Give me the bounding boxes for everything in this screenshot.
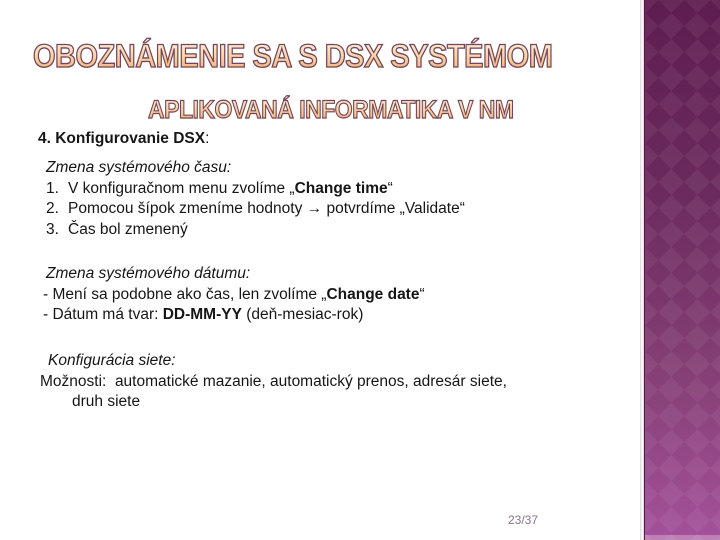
- slide-subtitle: APLIKOVANÁ INFORMATIKA V NM: [148, 95, 514, 124]
- list-item: [46, 179, 465, 200]
- section-subheading: Konfigurácia siete:: [48, 352, 176, 369]
- text-line: [40, 372, 507, 393]
- list-item: [46, 199, 465, 220]
- list-number: 2.: [46, 200, 59, 218]
- line-text: - Dátum má tvar:: [43, 306, 163, 324]
- list-item: [46, 220, 465, 241]
- list-number: 1.: [46, 179, 59, 197]
- text-line: [43, 305, 425, 326]
- section-system-time: [46, 158, 465, 240]
- line-text: (deň-mesiac-rok): [241, 306, 364, 324]
- line-text-bold: Change date: [326, 285, 420, 303]
- line-text-bold: DD-MM-YY: [162, 306, 242, 324]
- heading-suffix: :: [205, 130, 210, 147]
- list-text: “: [387, 179, 393, 197]
- page-number: 23/37: [508, 513, 539, 527]
- list-text: Pomocou šípok zmeníme hodnoty → potvrdíme „Validate“: [68, 200, 465, 218]
- section-system-date: [43, 264, 425, 326]
- section-subheading: Zmena systémového času:: [46, 159, 232, 176]
- line-text: druh siete: [72, 393, 141, 411]
- text-line: [40, 392, 507, 413]
- section-subheading: Zmena systémového dátumu:: [46, 265, 251, 282]
- line-text: - Mení sa podobne ako čas, len zvolíme „: [43, 285, 327, 303]
- list-text-bold: Change time: [294, 179, 388, 197]
- list-text: Čas bol zmenený: [68, 220, 188, 238]
- section-heading-konfigurovanie: [38, 129, 209, 150]
- decorative-sidebar: [644, 0, 720, 540]
- line-text: Možnosti: automatické mazanie, automatický prenos, adresár siete,: [40, 372, 507, 390]
- list-number: 3.: [46, 220, 59, 238]
- text-line: [43, 285, 425, 306]
- heading-bold-text: 4. Konfigurovanie DSX: [38, 130, 206, 147]
- section-network-config: [40, 351, 507, 413]
- list-text: V konfiguračnom menu zvolíme „: [68, 179, 295, 197]
- line-text: “: [419, 285, 425, 303]
- slide-title: OBOZNÁMENIE SA S DSX SYSTÉMOM: [33, 39, 553, 75]
